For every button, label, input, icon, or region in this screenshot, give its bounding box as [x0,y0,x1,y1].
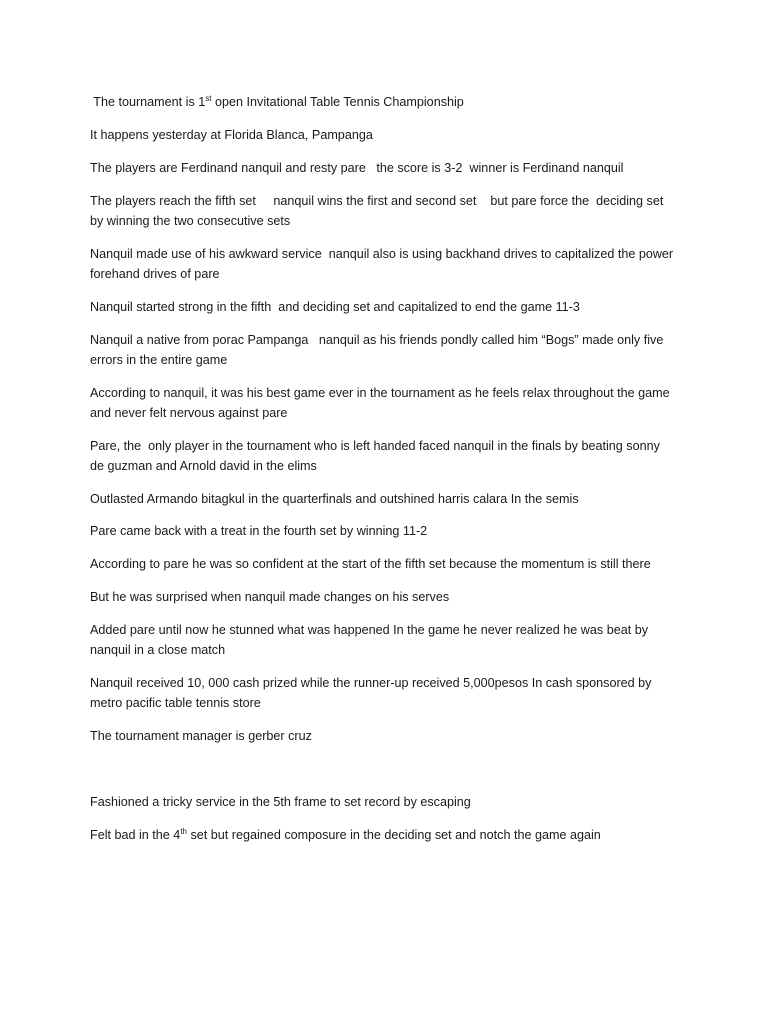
paragraph-text: open Invitational Table Tennis Championship [211,95,464,109]
paragraph-surprised: But he was surprised when nanquil made changes on his serves [90,590,450,604]
paragraph-composure [90,825,690,845]
paragraph-text: errors in the entire game [90,353,228,367]
paragraph-location: It happens yesterday at Florida Blanca, Pampanga [90,128,373,142]
paragraph-native [90,330,690,370]
paragraph-text: Added pare until now he stunned what was happened In the game he never realized he was beat by [90,623,649,637]
ordinal-suffix: st [205,93,212,103]
paragraph-text: The players reach the fifth set nanquil wins the first and second set but pare force the deciding set [90,194,664,208]
paragraph-quarterfinals: Outlasted Armando bitagkul in the quarterfinals and outshined harris calara In the semis [90,492,579,506]
paragraph-text: Nanquil a native from porac Pampanga nanquil as his friends pondly called him “Bogs” made only five [90,333,664,347]
paragraph-fifth-set [90,191,690,231]
paragraph-text: Nanquil received 10, 000 cash prized while the runner-up received 5,000pesos In cash sponsored by [90,676,652,690]
paragraph-tournament-name [90,92,690,112]
paragraph-manager: The tournament manager is gerber cruz [90,729,312,743]
paragraph-text: by winning the two consecutive sets [90,214,291,228]
ordinal-suffix: th [180,826,187,836]
paragraph-text: de guzman and Arnold david in the elims [90,459,317,473]
paragraph-text: and never felt nervous against pare [90,406,288,420]
paragraph-players-score: The players are Ferdinand nanquil and resty pare the score is 3-2 winner is Ferdinand nanquil [90,161,624,175]
paragraph-left-handed [90,436,690,476]
paragraph-text: According to nanquil, it was his best game ever in the tournament as he feels relax throughout the game [90,386,670,400]
paragraph-text: Nanquil made use of his awkward service nanquil also is using backhand drives to capitalized the power [90,247,674,261]
paragraph-text: metro pacific table tennis store [90,696,261,710]
paragraph-tricky-service: Fashioned a tricky service in the 5th frame to set record by escaping [90,795,471,809]
paragraph-text: Pare, the only player in the tournament who is left handed faced nanquil in the finals by beating sonny [90,439,660,453]
paragraph-text: forehand drives of pare [90,267,220,281]
paragraph-fourth-set: Pare came back with a treat in the fourth set by winning 11-2 [90,524,428,538]
paragraph-deciding-set: Nanquil started strong in the fifth and deciding set and capitalized to end the game 11-3 [90,300,580,314]
paragraph-prize [90,673,690,713]
paragraph-text: set but regained composure in the deciding set and notch the game again [187,828,601,842]
paragraph-text: Felt bad in the 4 [90,828,181,842]
paragraph-best-game [90,383,690,423]
paragraph-confident: According to pare he was so confident at the start of the fifth set because the momentum is still there [90,557,651,571]
paragraph-stunned [90,620,690,660]
paragraph-service [90,244,690,284]
paragraph-text: The tournament is 1 [90,95,206,109]
paragraph-text: nanquil in a close match [90,643,226,657]
